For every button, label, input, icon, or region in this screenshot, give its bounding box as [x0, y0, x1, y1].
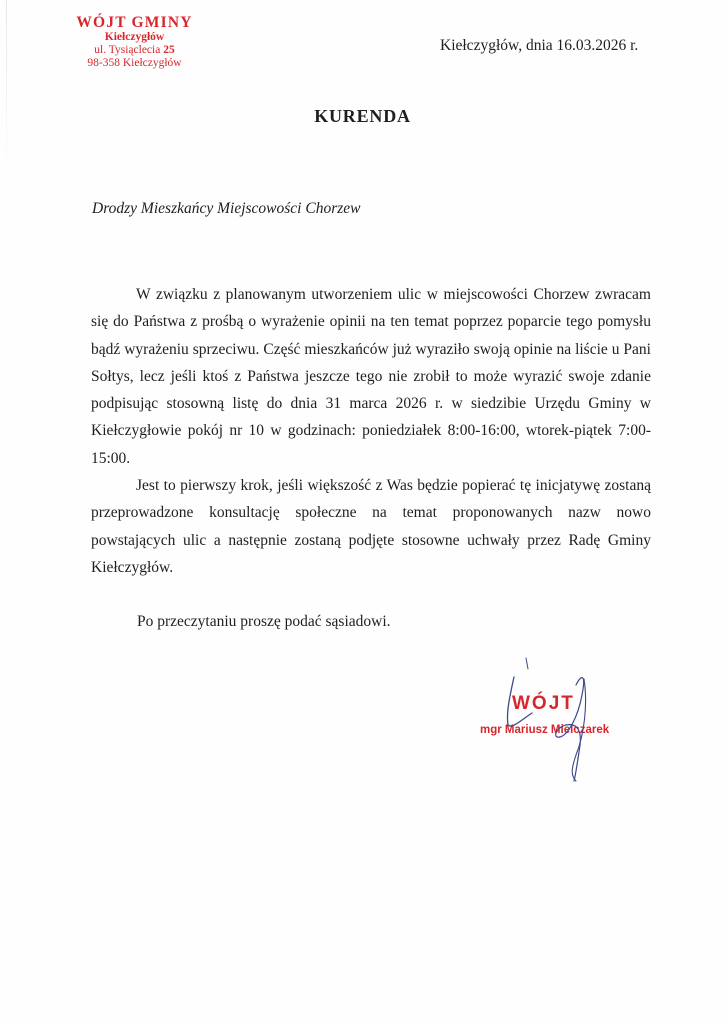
stamp-municipality: Kiełczygłów: [104, 31, 165, 44]
body-paragraph: W związku z planowanym utworzeniem ulic w miejscowości Chorzew zwracam się do Państwa z prośbą o wyrażenie opinii na ten temat poprzez poparcie tego pomysłu bądź wyrażeniu sprzeciwu. Część mieszkańców już wyraziło swoją opinie na liście u Pani Sołtys, lecz jeśli ktoś z Państwa jeszcze tego nie zrobił to może wyrazić swoje zdanie podpisując stosowną listę do dnia 31 marca 2026 r. w siedzibie Urzędu Gminy w Kiełczygłowie pokój nr 10 w godzinach: poniedziałek 8:00-16:00, wtorek-piątek 7:00-15:00.: [91, 286, 651, 467]
stamp-street: [62, 44, 207, 57]
salutation: Drodzy Mieszkańcy Miejscowości Chorzew: [92, 200, 361, 217]
document-title: KURENDA: [314, 106, 411, 126]
body-paragraph: Jest to pierwszy krok, jeśli większość z Was będzie popierać tę inicjatywę zostaną przeprowadzone konsultację społeczne na temat proponowanych nazw nowo powstających ulic a następnie zostaną podjęte stosowne uchwały przez Radę Gminy Kiełczygłów.: [91, 477, 651, 576]
scan-edge-divider: [6, 0, 7, 180]
signature-stamp-name: mgr Mariusz Mielczarek: [480, 724, 610, 736]
handwritten-signature-icon: [472, 655, 632, 790]
letter-body: [91, 281, 651, 581]
stamp-postal-address: 98-358 Kiełczygłów: [87, 57, 182, 70]
place-and-date: Kiełczygłów, dnia 16.03.2026 r.: [440, 37, 639, 54]
signature-block: [472, 655, 632, 790]
office-stamp: [62, 14, 207, 70]
stamp-street-number: 25: [163, 44, 175, 57]
signature-stamp-title: WÓJT: [512, 693, 575, 714]
closing-line: Po przeczytaniu proszę podać sąsiadowi.: [137, 613, 391, 630]
stamp-street-name: ul. Tysiąclecia: [94, 44, 164, 57]
stamp-title: WÓJT GMINY: [76, 14, 193, 31]
